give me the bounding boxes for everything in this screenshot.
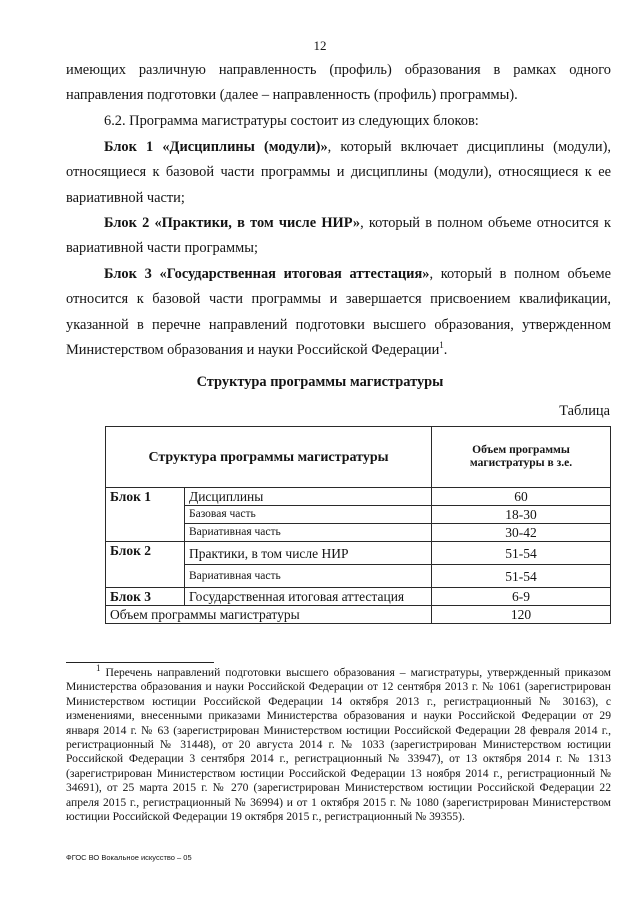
table-label: Таблица: [559, 403, 610, 419]
table-header-row: [106, 427, 611, 488]
row-name: Вариативная часть: [185, 565, 432, 588]
total-value: 120: [432, 606, 611, 624]
block3-title: Блок 3 «Государственная итоговая аттестация»: [104, 266, 430, 282]
row-value: 60: [432, 488, 611, 506]
header-structure: Структура программы магистратуры: [106, 427, 432, 488]
footnote: [66, 663, 611, 824]
row-value: 51-54: [432, 542, 611, 565]
paragraph-continuation: имеющих различную направленность (профиль) образования в рамках одного направления подготовки (далее – направленность (профиль) программы).: [66, 62, 611, 104]
row-name: Вариативная часть: [185, 524, 432, 542]
block1-title: Блок 1 «Дисциплины (модули)»: [104, 139, 328, 155]
footnote-mark: 1: [96, 663, 101, 674]
block-cell: Блок 2: [106, 542, 185, 588]
page-number: 12: [313, 38, 327, 53]
footnote-divider: [66, 662, 214, 663]
block-cell: Блок 3: [106, 588, 185, 606]
block2-paragraph: [66, 211, 611, 262]
row-value: 6-9: [432, 588, 611, 606]
total-label: Объем программы магистратуры: [106, 606, 432, 624]
table-total-row: [106, 606, 611, 624]
footnote-text: Перечень направлений подготовки высшего образования – магистратуры, утвержденный приказом Министерства образования и науки Российской Федерации от 12 сентября 2013 г. № 1061 (зарегистрирован Министерством юстиции Российской Федерации 14 октября 2013 г., регистрационный № 30163), с изменениями, внесенными приказами Министерства образования и науки Российской Федерации от 29 января 2014 г. № 63 (зарегистрирован Министерством юстиции Российской Федерации 28 февраля 2014 г., регистрационный № 31448), от 20 августа 2014 г. № 1033 (зарегистрирован Министерством юстиции Российской Федерации 3 сентября 2014 г., регистрационный № 33947), от 13 октября 2014 г. № 1313 (зарегистрирован Министерством юстиции Российской Федерации 13 ноября 2014 г., регистрационный № 34691), от 25 марта 2015 г. № 270 (зарегистрирован Министерством юстиции Российской Федерации 22 апреля 2015 г., регистрационный № 36994) и от 1 октября 2015 г. № 1080 (зарегистрирован Министерством юстиции Российской Федерации 19 октября 2015 г., регистрационный № 39355).: [66, 666, 611, 824]
block1-paragraph: [66, 135, 611, 211]
table-title: Структура программы магистратуры: [196, 374, 444, 390]
row-name: Базовая часть: [185, 506, 432, 524]
block1-text: , который включает дисциплины (модули), относящиеся к базовой части программы и дисциплины (модули), относящиеся к ее вариативной части;: [66, 139, 611, 206]
row-name: Дисциплины: [185, 488, 432, 506]
block3-paragraph: [66, 262, 611, 364]
block2-title: Блок 2 «Практики, в том числе НИР»: [104, 215, 361, 231]
row-name: Государственная итоговая аттестация: [185, 588, 432, 606]
footer: ФГОС ВО Вокальное искусство – 05: [66, 853, 192, 862]
header-volume: Объем программы магистратуры в з.е.: [432, 427, 611, 488]
block2-text: , который в полном объеме относится к вариативной части программы;: [66, 215, 611, 257]
program-structure-table: [105, 426, 611, 624]
table-row: [106, 488, 611, 506]
table-row: [106, 542, 611, 565]
block3-text: , который в полном объеме относится к базовой части программы и завершается присвоением квалификации, указанной в перечне направлений подготовки высшего образования, утвержденном Министерством образования и науки Российской Федерации: [66, 266, 611, 359]
table-row: [106, 588, 611, 606]
row-value: 51-54: [432, 565, 611, 588]
row-value: 30-42: [432, 524, 611, 542]
block3-end: .: [443, 342, 448, 359]
footnote-reference: 1: [439, 340, 444, 351]
row-name: Практики, в том числе НИР: [185, 542, 432, 565]
row-value: 18-30: [432, 506, 611, 524]
block-cell: Блок 1: [106, 488, 185, 542]
paragraph-6-2: 6.2. Программа магистратуры состоит из следующих блоков:: [104, 113, 479, 129]
